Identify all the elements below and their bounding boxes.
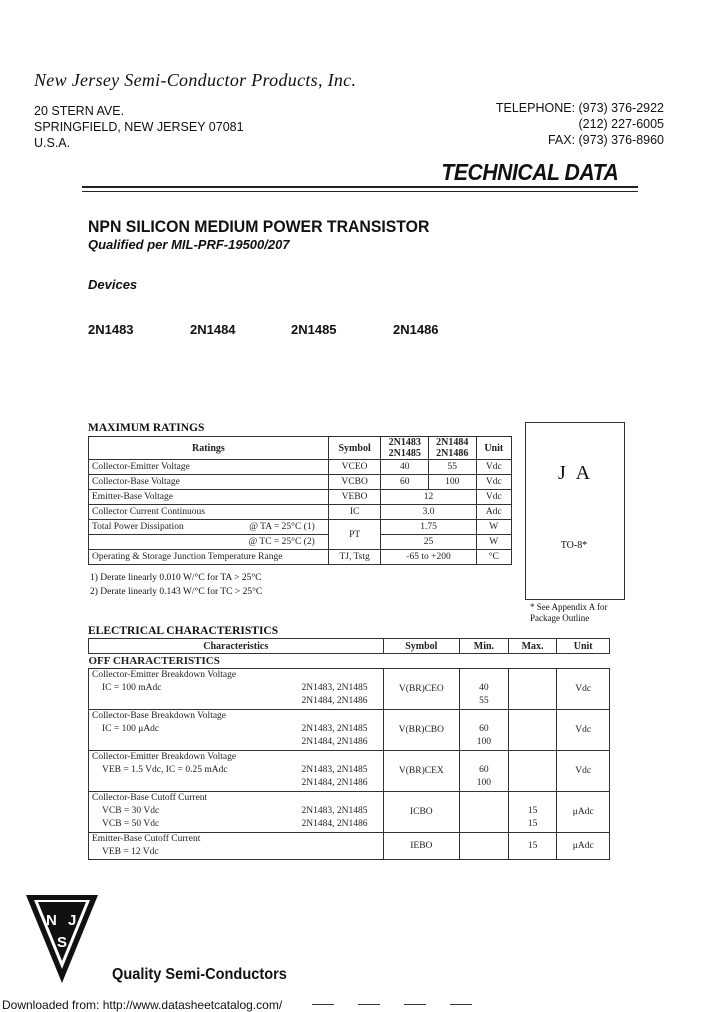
char-unit: Vdc [557,710,610,751]
rating-text: Total Power Dissipation [92,522,184,532]
package-name: TO-8* [560,540,588,551]
rating-label: Operating & Storage Junction Temperature Range [89,550,329,565]
table-row [89,520,512,535]
char-symbol: V(BR)CEO [383,669,460,710]
char-symbol: IEBO [383,833,460,860]
char-name: Collector-Base Breakdown Voltage [92,711,227,721]
char-name: Collector-Emitter Breakdown Voltage [92,752,237,762]
char-min [460,792,509,833]
rating-value-b: 100 [429,475,477,490]
char-condition [92,805,380,818]
rating-symbol: TJ, Tstg [328,550,381,565]
col-max: Max. [508,639,557,654]
logo-letter-s: S [57,934,68,951]
telephone-2: (212) 227-6005 [578,117,664,131]
char-device-2: 2N1484, 2N1486 [301,819,368,829]
rating-label [89,520,329,535]
char-symbol: ICBO [383,792,460,833]
rating-value-a: 60 [381,475,429,490]
char-min-1: 60 [479,724,489,734]
char-device-2: 2N1484, 2N1486 [301,696,368,706]
derate-note-1: 1) Derate linearly 0.010 W/°C for TA > 25°C [90,573,262,583]
char-max-1: 15 [527,806,538,816]
table-row [89,710,610,751]
njs-logo [24,893,100,985]
table-row [89,792,610,833]
char-device-2: 2N1484, 2N1486 [301,778,368,788]
devices-label: Devices [88,277,138,292]
char-min-2: 100 [476,737,492,747]
product-title: NPN SILICON MEDIUM POWER TRANSISTOR [88,217,430,236]
char-min-2: 55 [479,696,489,706]
contact-phones [496,100,664,148]
char-device-2: 2N1484, 2N1486 [301,737,368,747]
device-2n1485: 2N1485 [291,322,337,337]
rating-value: 25 [381,535,476,550]
rating-condition: @ TA = 25°C (1) [249,522,315,532]
package-box [525,422,625,600]
char-device-1: 2N1483, 2N1485 [301,683,368,693]
char-max [508,751,557,792]
col-characteristics: Characteristics [89,639,384,654]
char-min-1: 60 [479,765,489,775]
rating-label: Collector-Base Voltage [89,475,329,490]
derate-note-2: 2) Derate linearly 0.143 W/°C for TC > 25°C [90,587,263,597]
rating-symbol: VCEO [328,460,381,475]
rating-symbol: PT [328,520,381,550]
footer-dash [312,1004,334,1005]
char-condition: VEB = 12 Vdc [102,847,159,857]
table-row [89,460,512,475]
device-2n1484: 2N1484 [190,322,236,337]
table-row [89,535,512,550]
package-appendix-note: * See Appendix A for Package Outline [530,602,608,623]
char-min [460,669,509,710]
char-device-1: 2N1483, 2N1485 [301,806,368,816]
rating-unit: W [476,535,511,550]
rating-label: Emitter-Base Voltage [89,490,329,505]
max-ratings-table [88,436,512,565]
char-condition [92,764,380,777]
table-row [89,669,610,710]
char-condition-text: VEB = 1.5 Vdc, IC = 0.25 mAdc [102,765,228,775]
char-cell [89,669,384,710]
char-condition-text-2: VCB = 50 Vdc [102,819,160,829]
char-condition [92,723,380,736]
rating-unit: Vdc [476,490,511,505]
rating-symbol: IC [328,505,381,520]
rating-label: Collector-Emitter Voltage [89,460,329,475]
doc-type-title: TECHNICAL DATA [441,159,618,185]
char-condition-2 [92,818,380,831]
table-row [89,751,610,792]
rating-unit: Vdc [476,460,511,475]
max-ratings-heading: MAXIMUM RATINGS [88,422,205,434]
header-rule-thin [82,191,638,192]
rating-unit: Vdc [476,475,511,490]
rating-value: -65 to +200 [381,550,476,565]
table-row [89,505,512,520]
rating-value: 1.75 [381,520,476,535]
char-cell [89,792,384,833]
char-max [508,792,557,833]
char-min-2: 100 [476,778,492,788]
char-condition [92,682,380,695]
char-min [460,833,509,860]
rating-value-a: 40 [381,460,429,475]
char-min [460,710,509,751]
char-unit: Vdc [557,669,610,710]
char-device-1: 2N1483, 2N1485 [301,765,368,775]
header-rule [82,186,638,188]
col-symbol: Symbol [328,437,381,460]
download-source: Downloaded from: http://www.datasheetcatalog.com/ [2,998,283,1012]
char-condition-text: IC = 100 mAdc [102,683,162,693]
company-address [34,103,244,151]
rating-symbol: VCBO [328,475,381,490]
device-2n1483: 2N1483 [88,322,134,337]
electrical-heading: ELECTRICAL CHARACTERISTICS [88,625,279,637]
char-unit: Vdc [557,751,610,792]
telephone: TELEPHONE: (973) 376-2922 [495,101,664,115]
rating-label: Collector Current Continuous [89,505,329,520]
char-symbol: V(BR)CBO [383,710,460,751]
char-max [508,710,557,751]
rating-value: 12 [381,490,476,505]
char-cell [89,751,384,792]
table-row [89,550,512,565]
col-unit: Unit [557,639,610,654]
table-row [89,490,512,505]
char-cell [89,710,384,751]
address-line-2: SPRINGFIELD, NEW JERSEY 07081 [34,120,244,134]
char-name: Emitter-Base Cutoff Current [92,834,201,844]
fax: FAX: (973) 376-8960 [547,133,664,147]
char-min-1: 40 [479,683,489,693]
col-min: Min. [460,639,509,654]
company-name: New Jersey Semi-Conductor Products, Inc. [34,70,357,90]
char-min [460,751,509,792]
table-row [89,833,610,860]
rating-value-b: 55 [429,460,477,475]
address-line-1: 20 STERN AVE. [34,104,125,118]
col-symbol: Symbol [383,639,460,654]
qualification: Qualified per MIL-PRF-19500/207 [88,237,290,252]
rating-value: 3.0 [381,505,476,520]
col-2n1483-2n1485: 2N1483 2N1485 [381,437,429,460]
char-max-2: 15 [527,819,538,829]
footer-dash [450,1004,472,1005]
rating-condition: @ TC = 25°C (2) [248,537,315,547]
char-condition-text: VCB = 30 Vdc [102,806,160,816]
off-characteristics-heading: OFF CHARACTERISTICS [88,655,220,667]
quality-tagline: Quality Semi-Conductors [112,966,287,983]
address-line-3: U.S.A. [34,136,71,150]
footer-dash [358,1004,380,1005]
char-name: Collector-Base Cutoff Current [92,793,208,803]
char-condition-text: IC = 100 μAdc [102,724,160,734]
logo-letter-n: N [46,912,57,929]
char-symbol: V(BR)CEX [383,751,460,792]
char-max: 15 [508,833,557,860]
device-2n1486: 2N1486 [393,322,439,337]
logo-letter-j: J [68,912,77,929]
col-2n1484-2n1486: 2N1484 2N1486 [429,437,477,460]
electrical-table [88,638,610,860]
char-cell [89,833,384,860]
table-row [89,475,512,490]
rating-unit: °C [476,550,511,565]
char-unit: μAdc [557,792,610,833]
package-figure: J A [558,462,594,484]
rating-label [89,535,329,550]
footer-dash [404,1004,426,1005]
char-unit: μAdc [557,833,610,860]
rating-unit: Adc [476,505,511,520]
char-device-1: 2N1483, 2N1485 [301,724,368,734]
rating-unit: W [476,520,511,535]
char-max [508,669,557,710]
rating-symbol: VEBO [328,490,381,505]
col-unit: Unit [476,437,511,460]
char-name: Collector-Emitter Breakdown Voltage [92,670,237,680]
col-ratings: Ratings [89,437,329,460]
